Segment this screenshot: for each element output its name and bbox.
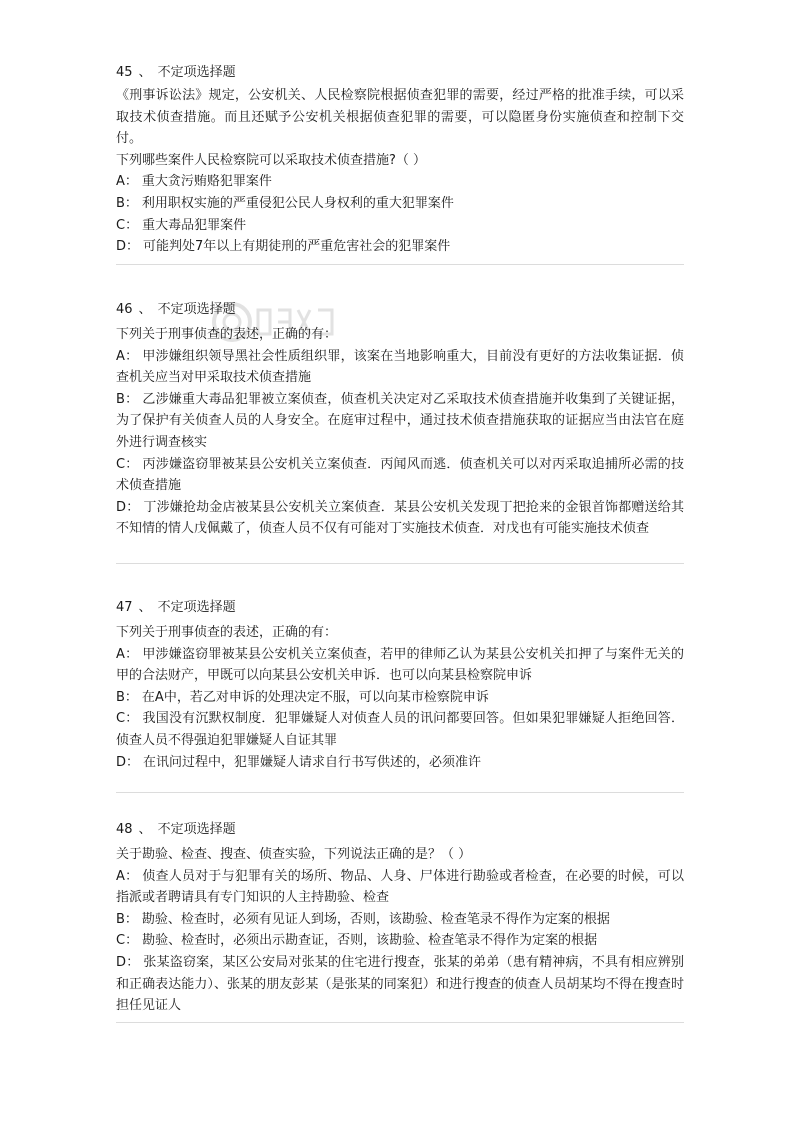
- question-body: [116, 85, 684, 258]
- option-letter: A：: [116, 646, 139, 662]
- question-header: [116, 598, 684, 618]
- question-stem: 下列关于刑事侦查的表述，正确的有：: [116, 625, 338, 640]
- question-stem: 关于勘验、检查、搜查、侦查实验，下列说法正确的是？（ ）: [116, 847, 472, 862]
- option-letter: D：: [116, 239, 140, 255]
- question-number: 45: [116, 65, 133, 80]
- option-text: 甲涉嫌组织领导黑社会性质组织罪，该案在当地影响重大，目前没有更好的方法收集证据．侦查机关应当对甲采取技术侦查措施: [116, 348, 684, 386]
- option-letter: D：: [116, 499, 140, 515]
- question-separator: 、: [138, 302, 152, 317]
- option-letter: B：: [116, 689, 138, 705]
- option-b: [116, 687, 684, 709]
- question-type: 不定项选择题: [157, 302, 236, 317]
- option-c: [116, 708, 684, 751]
- question-body: [116, 844, 684, 1017]
- option-letter: C：: [116, 217, 139, 233]
- option-letter: A：: [116, 868, 139, 884]
- question-48: [116, 820, 684, 1017]
- option-a: [116, 346, 684, 389]
- option-text: 在讯问过程中，犯罪嫌疑人请求自行书写供述的，必须准许: [143, 754, 482, 770]
- option-b: [116, 909, 684, 931]
- question-type: 不定项选择题: [157, 822, 236, 837]
- option-text: 丁涉嫌抢劫金店被某县公安机关立案侦查．某县公安机关发现丁把抢来的金银首饰都赠送给其不知情的情人戊佩戴了，侦查人员不仅有可能对丁实施技术侦查．对戊也有可能实施技术侦查: [116, 499, 684, 537]
- question-divider: [116, 792, 684, 793]
- option-letter: D：: [116, 754, 140, 770]
- option-text: 勘验、检查时，必须出示勘查证，否则，该勘验、检查笔录不得作为定案的根据: [142, 933, 598, 949]
- option-text: 重大贪污贿赂犯罪案件: [141, 174, 272, 190]
- question-type: 不定项选择题: [157, 600, 236, 615]
- question-stem: 《刑事诉讼法》规定，公安机关、人民检察院根据侦查犯罪的需要，经过严格的批准手续，可以采取技术侦查措施。而且还赋予公安机关根据侦查犯罪的需要，可以隐匿身份实施侦查和控制下交付。: [116, 88, 684, 147]
- question-header: [116, 820, 684, 840]
- question-separator: 、: [138, 600, 152, 615]
- option-letter: B：: [116, 195, 138, 211]
- option-text: 可能判处7年以上有期徒刑的严重危害社会的犯罪案件: [143, 239, 451, 255]
- option-a: [116, 171, 684, 193]
- option-c: [116, 454, 684, 497]
- option-letter: C：: [116, 933, 139, 949]
- option-c: [116, 215, 684, 237]
- option-d: [116, 752, 684, 774]
- option-letter: C：: [116, 456, 139, 472]
- option-d: [116, 497, 684, 540]
- option-b: [116, 389, 684, 454]
- question-header: [116, 300, 684, 320]
- question-divider: [116, 264, 684, 265]
- option-text: 勘验、检查时，必须有见证人到场，否则，该勘验、检查笔录不得作为定案的根据: [141, 911, 610, 927]
- question-type: 不定项选择题: [157, 65, 236, 80]
- option-c: [116, 930, 684, 952]
- option-letter: A：: [116, 174, 138, 190]
- option-a: [116, 644, 684, 687]
- question-46: [116, 300, 684, 540]
- option-d: [116, 952, 684, 1017]
- option-text: 利用职权实施的严重侵犯公民人身权利的重大犯罪案件: [141, 195, 454, 211]
- question-stem: 下列关于刑事侦查的表述，正确的有：: [116, 327, 338, 342]
- option-text: 我国没有沉默权制度．犯罪嫌疑人对侦查人员的讯问都要回答。但如果犯罪嫌疑人拒绝回答．侦查人员不得强迫犯罪嫌疑人自证其罪: [116, 711, 684, 748]
- question-45: [116, 63, 684, 258]
- question-number: 46: [116, 302, 133, 317]
- question-47: [116, 598, 684, 773]
- option-letter: B：: [116, 391, 139, 407]
- question-header: [116, 63, 684, 83]
- option-text: 张某盗窃案，某区公安局对张某的住宅进行搜查，张某的弟弟（患有精神病，不具有相应辨别和正确表达能力）、张某的朋友彭某（是张某的同案犯）和进行搜查的侦查人员胡某均不得在搜查时担任见证人: [116, 954, 684, 1014]
- question-separator: 、: [138, 65, 152, 80]
- option-b: [116, 193, 684, 215]
- question-stem: 下列哪些案件人民检察院可以采取技术侦查措施?（ ）: [116, 152, 427, 168]
- question-body: [116, 324, 684, 540]
- option-text: 甲涉嫌盗窃罪被某县公安机关立案侦查，若甲的律师乙认为某县公安机关扣押了与案件无关的甲的合法财产，甲既可以向某县公安机关申诉．也可以向某县检察院申诉: [116, 646, 684, 684]
- question-number: 48: [116, 822, 133, 837]
- option-letter: A：: [116, 348, 139, 364]
- question-number: 47: [116, 600, 133, 615]
- option-letter: D：: [116, 954, 140, 970]
- option-text: 丙涉嫌盗窃罪被某县公安机关立案侦查．丙闻风而逃．侦查机关可以对丙采取追捕所必需的技术侦查措施: [116, 456, 684, 494]
- option-a: [116, 866, 684, 909]
- question-divider: [116, 563, 684, 564]
- option-text: 重大毒品犯罪案件: [142, 217, 247, 233]
- question-body: [116, 622, 684, 773]
- option-d: [116, 236, 684, 258]
- option-letter: B：: [116, 911, 138, 927]
- option-text: 在A中，若乙对申诉的处理决定不服，可以向某市检察院申诉: [141, 689, 489, 705]
- option-text: 侦查人员对于与犯罪有关的场所、物品、人身、尸体进行勘验或者检查，在必要的时候，可以指派或者聘请具有专门知识的人主持勘验、检查: [116, 868, 684, 906]
- option-text: 乙涉嫌重大毒品犯罪被立案侦查，侦查机关决定对乙采取技术侦查措施并收集到了关键证据，为了保护有关侦查人员的人身安全。在庭审过程中，通过技术侦查措施获取的证据应当由法官在庭外进行调查核实: [116, 391, 684, 450]
- question-separator: 、: [138, 822, 152, 837]
- option-letter: C：: [116, 711, 139, 727]
- question-divider: [116, 1022, 684, 1023]
